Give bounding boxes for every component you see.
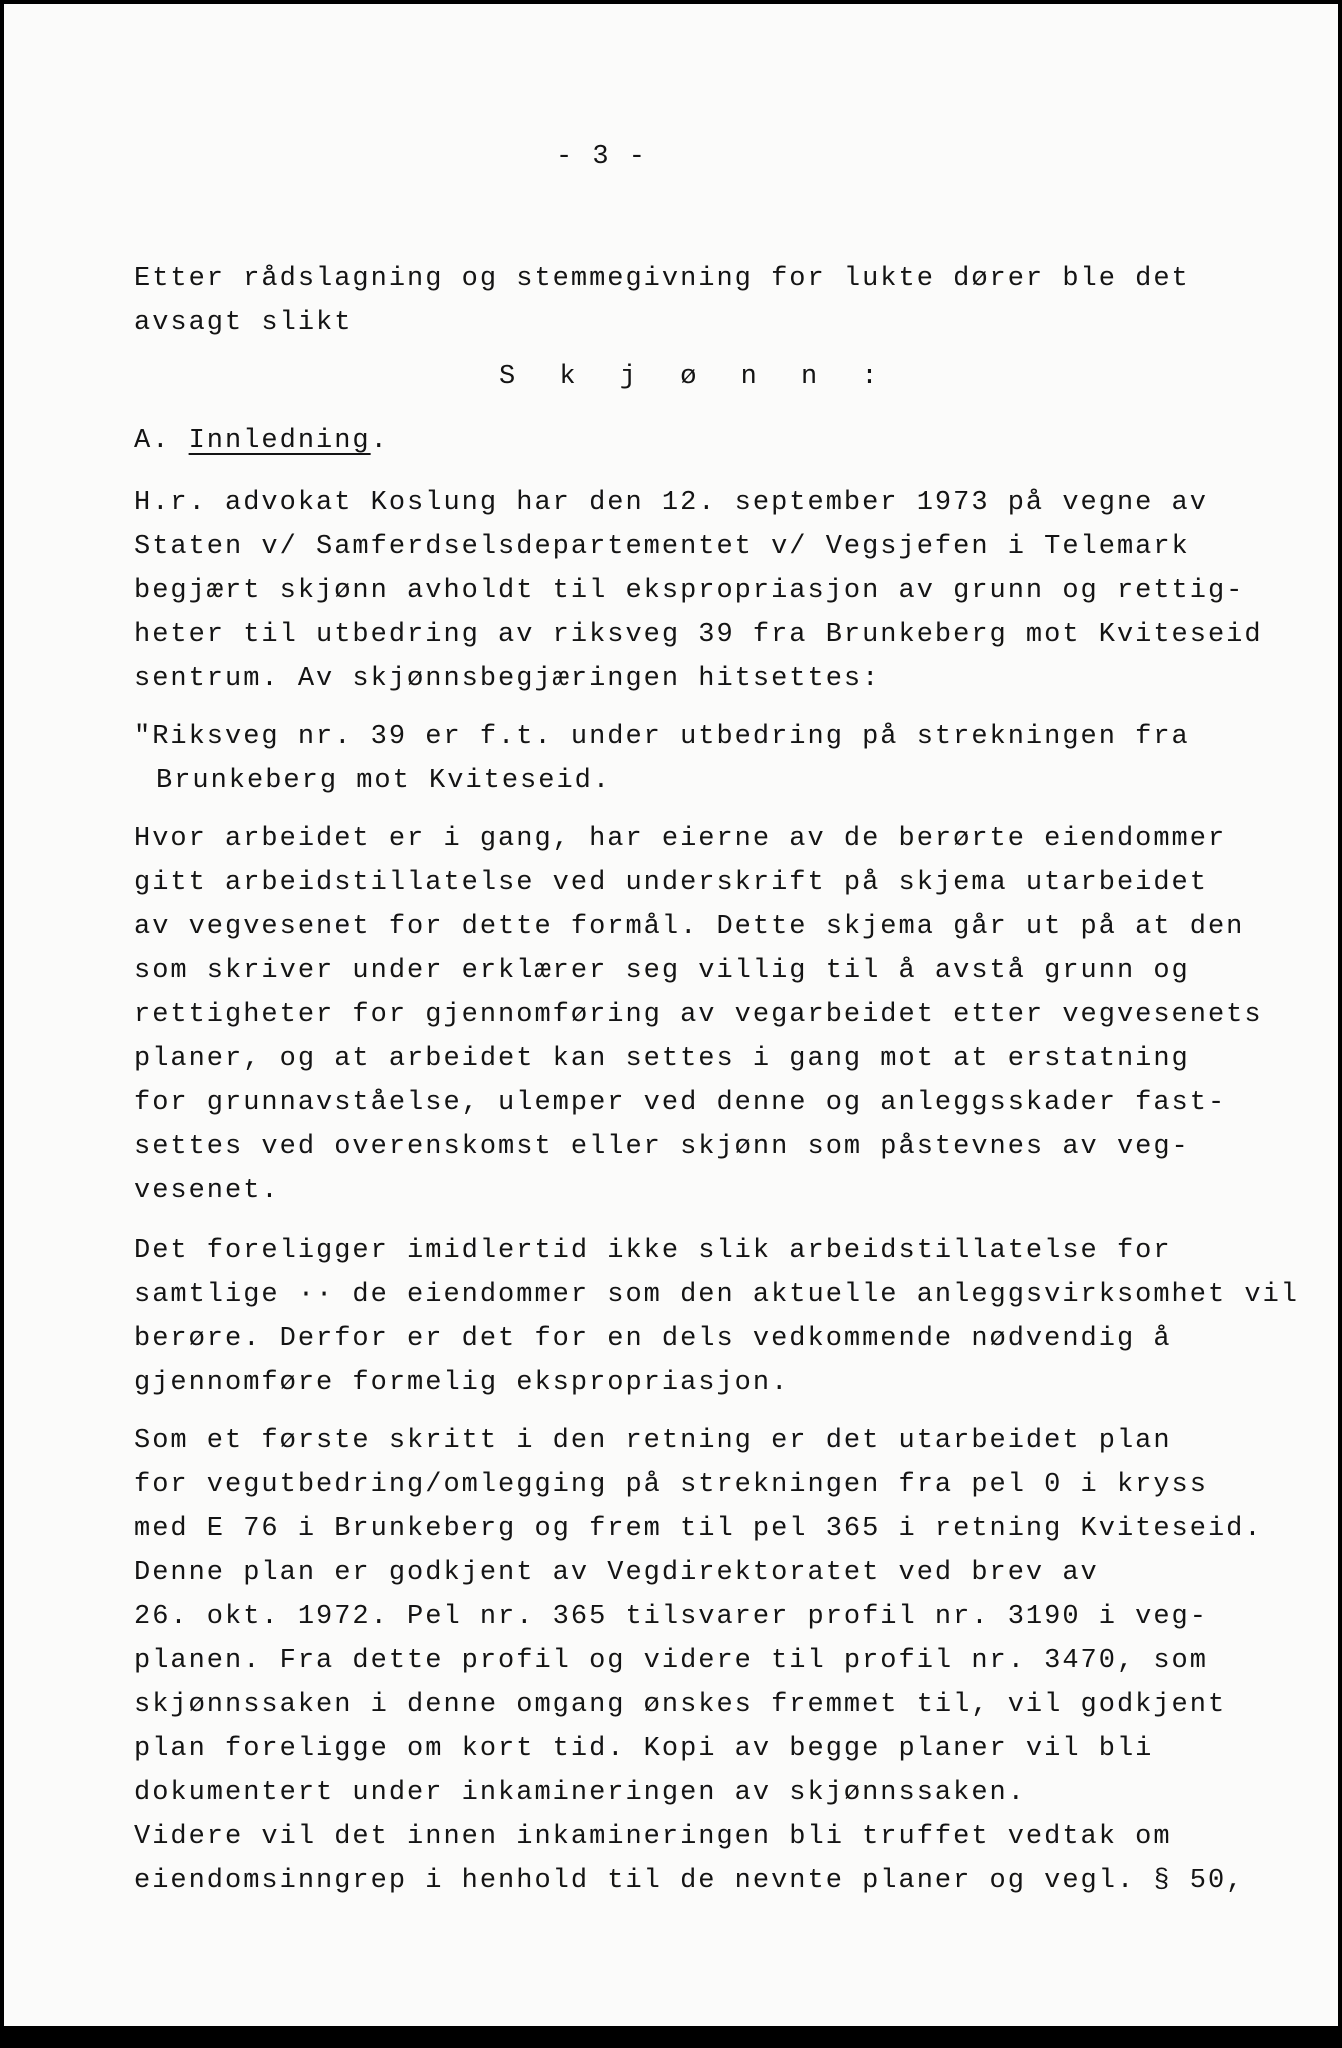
para4-line-10: Videre vil det innen inkamineringen bli truffet vedtak om (134, 1822, 1172, 1852)
para4-line-3: med E 76 i Brunkeberg og frem til pel 365 i retning Kviteseid. (134, 1514, 1263, 1544)
intro-line-2: avsagt slikt (134, 308, 353, 338)
para3-line-1: Det foreligger imidlertid ikke slik arbeidstillatelse for (134, 1236, 1172, 1266)
para4-line-2: for vegutbedring/omlegging på strekningen fra pel 0 i kryss (134, 1470, 1208, 1500)
para2-line-6: planer, og at arbeidet kan settes i gang mot at erstatning (134, 1044, 1190, 1074)
section-label: A. (134, 426, 171, 456)
para2-line-4: som skriver under erklærer seg villig til å avstå grunn og (134, 956, 1190, 986)
para4-line-5: 26. okt. 1972. Pel nr. 365 tilsvarer profil nr. 3190 i veg- (134, 1602, 1208, 1632)
para4-line-11: eiendomsinngrep i henhold til de nevnte planer og vegl. § 50, (134, 1866, 1245, 1896)
para4-line-6: planen. Fra dette profil og videre til profil nr. 3470, som (134, 1646, 1208, 1676)
para4-line-9: dokumentert under inkamineringen av skjønnssaken. (134, 1778, 1026, 1808)
para1-line-2: Staten v/ Samferdselsdepartementet v/ Vegsjefen i Telemark (134, 532, 1190, 562)
para2-line-8: settes ved overenskomst eller skjønn som påstevnes av veg- (134, 1132, 1190, 1162)
para4-line-1: Som et første skritt i den retning er det utarbeidet plan (134, 1426, 1172, 1456)
para4-line-8: plan foreligge om kort tid. Kopi av begge planer vil bli (134, 1734, 1154, 1764)
para3-line-2: samtlige ·· de eiendommer som den aktuelle anleggsvirksomhet vil (134, 1280, 1299, 1310)
quote1-line-2: Brunkeberg mot Kviteseid. (156, 766, 612, 796)
para3-line-3: berøre. Derfor er det for en dels vedkommende nødvendig å (134, 1324, 1172, 1354)
para2-line-1: Hvor arbeidet er i gang, har eierne av de berørte eiendommer (134, 824, 1227, 854)
section-title-end: . (370, 426, 389, 456)
para1-line-4: heter til utbedring av riksveg 39 fra Brunkeberg mot Kviteseid (134, 620, 1263, 650)
para1-line-1: H.r. advokat Koslung har den 12. september 1973 på vegne av (134, 488, 1208, 518)
para1-line-3: begjært skjønn avholdt til ekspropriasjon av grunn og rettig- (134, 576, 1245, 606)
para2-line-5: rettigheter for gjennomføring av vegarbeidet etter vegvesenets (134, 1000, 1263, 1030)
intro-line-1: Etter rådslagning og stemmegivning for lukte dører ble det (134, 264, 1190, 294)
para1-line-5: sentrum. Av skjønnsbegjæringen hitsettes: (134, 664, 881, 694)
section-title: Innledning (188, 426, 371, 456)
para4-line-4: Denne plan er godkjent av Vegdirektoratet ved brev av (134, 1558, 1099, 1588)
section-heading (134, 424, 389, 458)
para2-line-7: for grunnavståelse, ulemper ved denne og anleggsskader fast- (134, 1088, 1227, 1118)
document-title: S k j ø n n : (499, 362, 892, 392)
para2-line-3: av vegvesenet for dette formål. Dette skjema går ut på at den (134, 912, 1245, 942)
para4-line-7: skjønnssaken i denne omgang ønskes fremmet til, vil godkjent (134, 1690, 1227, 1720)
para2-line-2: gitt arbeidstillatelse ved underskrift på skjema utarbeidet (134, 868, 1208, 898)
para3-line-4: gjennomføre formelig ekspropriasjon. (134, 1368, 790, 1398)
page-number: - 3 - (556, 142, 648, 172)
para2-line-9: vesenet. (134, 1176, 280, 1206)
quote1-line-1: "Riksveg nr. 39 er f.t. under utbedring på strekningen fra (134, 722, 1190, 752)
